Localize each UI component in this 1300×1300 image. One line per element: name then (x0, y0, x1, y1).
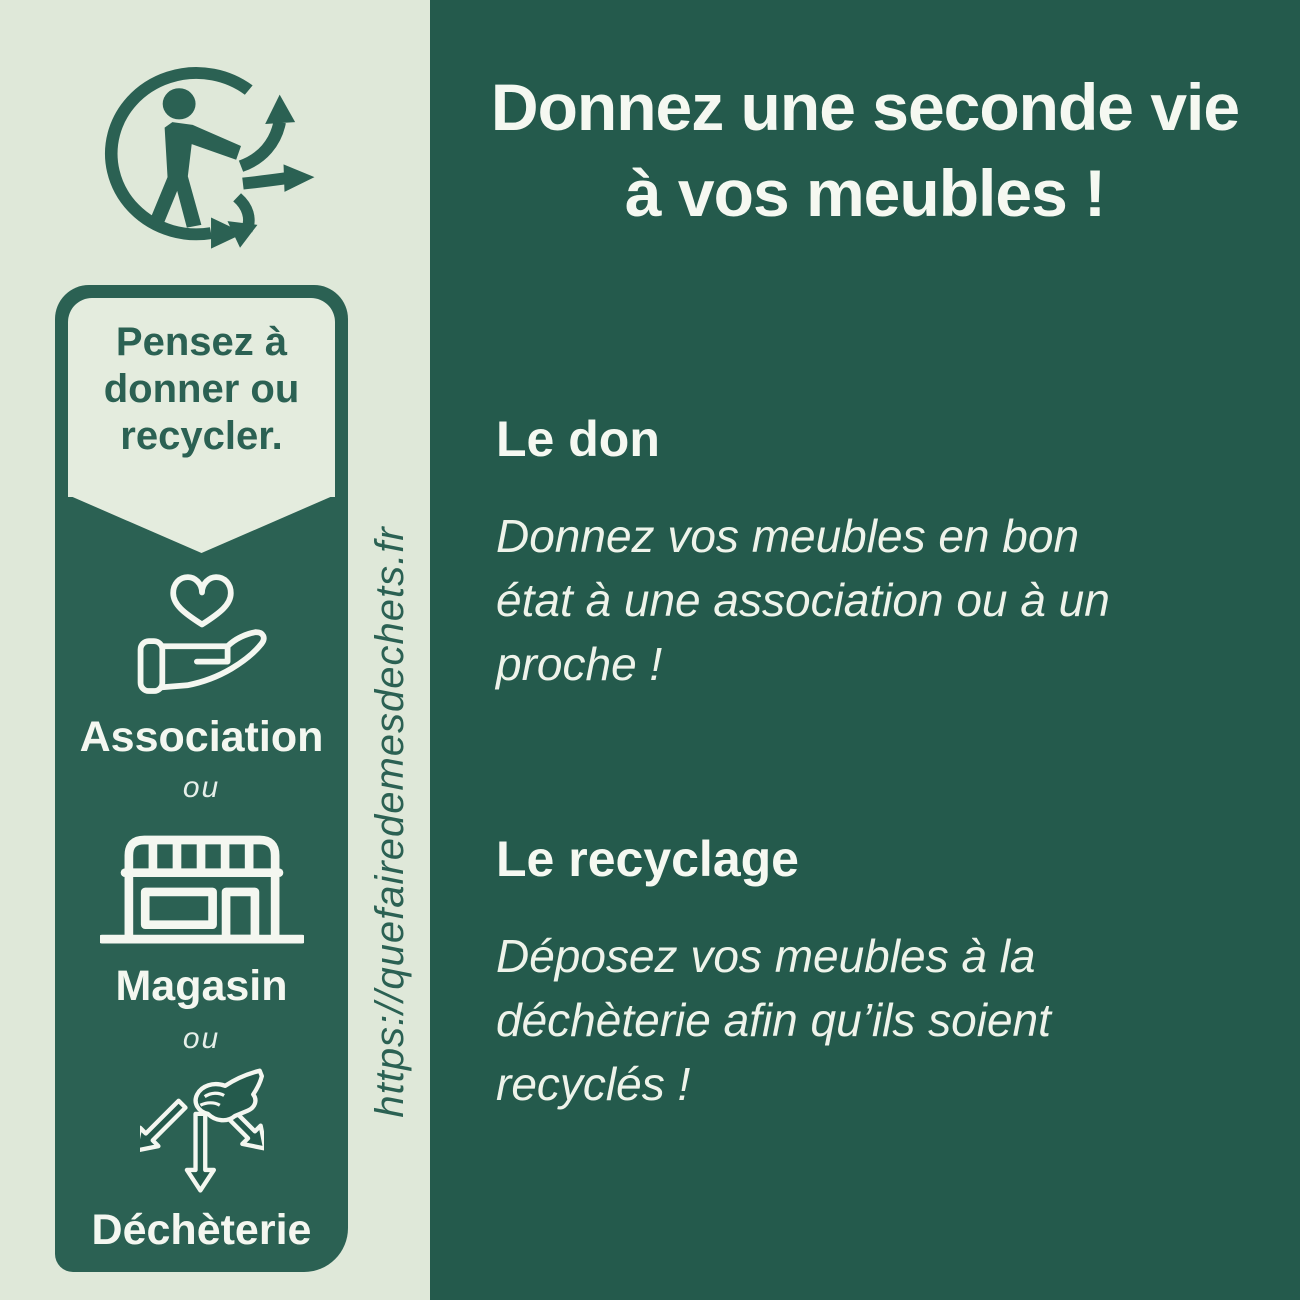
body-line: Déposez vos meubles à la (496, 930, 1036, 982)
page-title-line-1: Donnez une seconde vie (490, 70, 1240, 144)
body-line: recyclés ! (496, 1058, 691, 1110)
destination-label-magasin: Magasin (115, 962, 288, 1010)
hand-offering-heart-icon (134, 572, 270, 700)
pledge-banner-chevron (68, 495, 335, 553)
section-body-le-don (496, 504, 1276, 696)
section-heading-le-recyclage: Le recyclage (496, 831, 799, 887)
separator-ou: ou (182, 1022, 221, 1055)
storefront-icon (100, 834, 304, 948)
separator-ou: ou (182, 771, 221, 804)
section-le-don (496, 411, 1276, 696)
section-heading-le-don: Le don (496, 411, 660, 467)
section-body-le-recyclage (496, 924, 1276, 1116)
body-line: proche ! (496, 638, 663, 690)
main-panel (430, 0, 1300, 1300)
triman-recycling-logo (96, 58, 328, 256)
destination-label-decheterie: Déchèterie (91, 1206, 312, 1254)
pledge-banner (55, 285, 348, 1272)
body-line: état à une association ou à un (496, 574, 1110, 626)
page-title-line-2: à vos meubles ! (624, 156, 1106, 230)
website-url[interactable]: https://quefairedemesdechets.fr (367, 526, 412, 1118)
body-line: Donnez vos meubles en bon (496, 510, 1080, 562)
pledge-line-3: recycler. (120, 414, 283, 458)
pledge-line-2: donner ou (103, 367, 300, 411)
page-title (430, 64, 1300, 236)
hand-sorting-arrows-icon (140, 1062, 264, 1197)
body-line: déchèterie afin qu’ils soient (496, 994, 1051, 1046)
pledge-line-1: Pensez à (115, 320, 288, 364)
section-le-recyclage (496, 831, 1276, 1116)
pledge-text (55, 319, 348, 460)
destination-label-association: Association (79, 713, 324, 761)
